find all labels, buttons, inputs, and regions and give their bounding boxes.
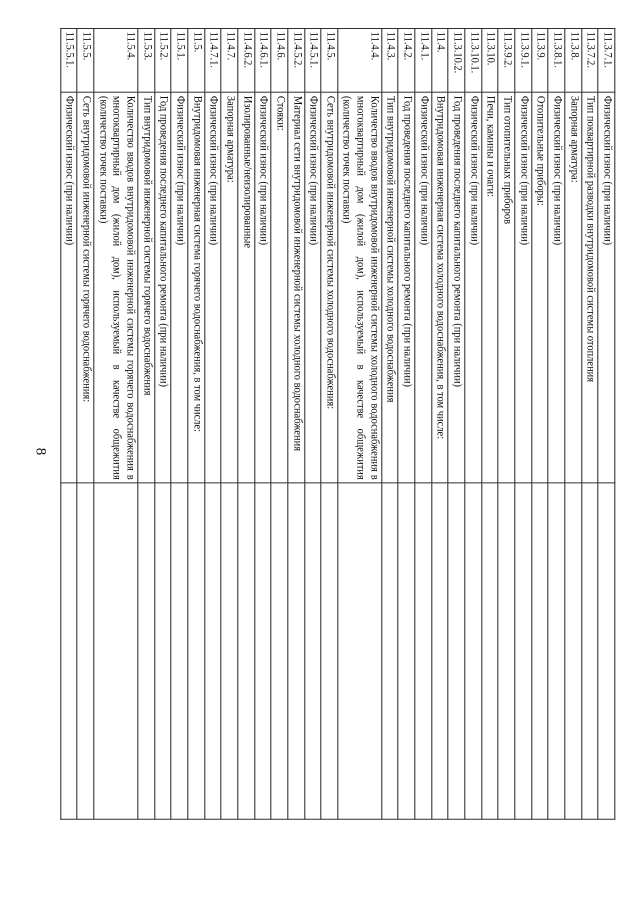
row-number: 11.3.7.1.: [598, 28, 615, 92]
table-row: [94, 28, 138, 819]
table-row: [338, 28, 382, 819]
table-row: [254, 28, 271, 819]
row-description: Год проведения последнего капитального ремонта (при наличии): [398, 93, 415, 483]
row-number: 11.5.5.: [77, 28, 94, 92]
row-number: 11.3.10.: [482, 28, 499, 92]
row-value-cell: [482, 483, 499, 819]
row-description: Физический износ (при наличии): [61, 93, 78, 483]
row-description: Физический износ (при наличии): [465, 93, 482, 483]
page-number: 8: [32, 447, 49, 456]
row-value-cell: [94, 483, 138, 819]
row-number: 11.4.5.2.: [288, 28, 305, 92]
table-row: [221, 28, 238, 819]
row-description: Тип внутридомовой инженерной системы горячего водоснабжения: [138, 93, 155, 483]
table-row: [288, 28, 305, 819]
row-description: Физический износ (при наличии): [304, 93, 321, 483]
row-description: Внутридомовая инженерная система холодного водоснабжения, в том числе:: [432, 93, 449, 483]
row-value-cell: [288, 483, 305, 819]
table-row: [304, 28, 321, 819]
row-value-cell: [398, 483, 415, 819]
row-description: Тип поквартирной разводки внутридомовой системы отопления: [582, 93, 599, 483]
row-number: 11.3.7.2.: [582, 28, 599, 92]
table-row: [238, 28, 255, 819]
row-description: Сеть внутридомовой инженерной системы горячего водоснабжения:: [77, 93, 94, 483]
row-number: 11.5.2.: [154, 28, 171, 92]
row-number: 11.5.: [188, 28, 205, 92]
document-table-wrapper: [60, 28, 640, 548]
table-row: [171, 28, 188, 819]
row-value-cell: [432, 483, 449, 819]
table-row: [598, 28, 615, 819]
row-value-cell: [598, 483, 615, 819]
row-description: Тип внутридомовой инженерной системы холодного водоснабжения: [382, 93, 399, 483]
row-number: 11.4.7.: [221, 28, 238, 92]
table-row: [204, 28, 221, 819]
table-row: [465, 28, 482, 819]
row-description: Стояки:: [271, 93, 288, 483]
row-number: 11.4.5.1.: [304, 28, 321, 92]
table-row: [61, 28, 78, 819]
table-row: [532, 28, 549, 819]
row-number: 11.4.: [432, 28, 449, 92]
row-value-cell: [61, 483, 78, 819]
row-value-cell: [498, 483, 515, 819]
row-value-cell: [321, 483, 338, 819]
row-number: 11.5.3.: [138, 28, 155, 92]
row-value-cell: [338, 483, 382, 819]
row-value-cell: [548, 483, 565, 819]
row-description: Количество вводов внутридомовой инженерной системы горячего водоснабжения в многоквартирный дом (жилой дом), используемый в качестве общежития (количество точек поставки): [94, 93, 138, 483]
row-number: 11.3.10.2.: [448, 28, 465, 92]
row-description: Печи, камины и очаги:: [482, 93, 499, 483]
characteristics-table: [60, 28, 615, 820]
row-value-cell: [171, 483, 188, 819]
row-number: 11.4.6.2.: [238, 28, 255, 92]
table-row: [271, 28, 288, 819]
row-number: 11.3.9.2.: [498, 28, 515, 92]
row-description: Количество вводов внутридомовой инженерной системы холодного водоснабжения в многоквартирный дом (жилой дом), используемый в качестве общежития (количество точек поставки): [338, 93, 382, 483]
row-description: Физический износ (при наличии): [171, 93, 188, 483]
row-description: Физический износ (при наличии): [415, 93, 432, 483]
row-value-cell: [204, 483, 221, 819]
table-row: [382, 28, 399, 819]
table-row: [138, 28, 155, 819]
table-row: [498, 28, 515, 819]
row-description: Тип отопительных приборов: [498, 93, 515, 483]
row-value-cell: [415, 483, 432, 819]
row-value-cell: [304, 483, 321, 819]
row-description: Год проведения последнего капитального ремонта (при наличии): [154, 93, 171, 483]
row-description: Материал сети внутридомовой инженерной системы холодного водоснабжения: [288, 93, 305, 483]
table-row: [482, 28, 499, 819]
row-value-cell: [254, 483, 271, 819]
row-number: 11.3.10.1.: [465, 28, 482, 92]
table-row: [515, 28, 532, 819]
row-number: 11.5.1.: [171, 28, 188, 92]
row-description: Физический износ (при наличии): [548, 93, 565, 483]
table-row: [548, 28, 565, 819]
row-description: Физический износ (при наличии): [515, 93, 532, 483]
row-value-cell: [188, 483, 205, 819]
row-value-cell: [138, 483, 155, 819]
row-number: 11.4.1.: [415, 28, 432, 92]
row-number: 11.5.4.: [94, 28, 138, 92]
table-row: [582, 28, 599, 819]
row-description: Физический износ (при наличии): [254, 93, 271, 483]
row-description: Изолированные/неизолированные: [238, 93, 255, 483]
row-value-cell: [77, 483, 94, 819]
row-number: 11.4.6.1.: [254, 28, 271, 92]
row-number: 11.3.9.: [532, 28, 549, 92]
row-value-cell: [532, 483, 549, 819]
table-row: [432, 28, 449, 819]
row-number: 11.4.5.: [321, 28, 338, 92]
row-number: 11.4.7.1.: [204, 28, 221, 92]
row-number: 11.5.5.1.: [61, 28, 78, 92]
row-value-cell: [582, 483, 599, 819]
row-description: Физический износ (при наличии): [204, 93, 221, 483]
row-description: Сеть внутридомовой инженерной системы холодного водоснабжения:: [321, 93, 338, 483]
table-row: [415, 28, 432, 819]
row-description: Запорная арматура:: [565, 93, 582, 483]
row-value-cell: [565, 483, 582, 819]
row-value-cell: [465, 483, 482, 819]
row-value-cell: [221, 483, 238, 819]
table-row: [154, 28, 171, 819]
table-row: [188, 28, 205, 819]
row-value-cell: [238, 483, 255, 819]
row-number: 11.3.9.1.: [515, 28, 532, 92]
row-description: Год проведения последнего капитального ремонта (при наличии): [448, 93, 465, 483]
row-value-cell: [515, 483, 532, 819]
row-value-cell: [448, 483, 465, 819]
table-row: [398, 28, 415, 819]
row-description: Физический износ (при наличии): [598, 93, 615, 483]
row-description: Отопительные приборы:: [532, 93, 549, 483]
row-number: 11.4.6.: [271, 28, 288, 92]
row-number: 11.4.4.: [338, 28, 382, 92]
table-row: [77, 28, 94, 819]
row-value-cell: [271, 483, 288, 819]
row-value-cell: [154, 483, 171, 819]
table-row: [565, 28, 582, 819]
row-value-cell: [382, 483, 399, 819]
row-number: 11.4.3.: [382, 28, 399, 92]
row-description: Запорная арматура:: [221, 93, 238, 483]
row-description: Внутридомовая инженерная система горячего водоснабжения, в том числе:: [188, 93, 205, 483]
row-number: 11.3.8.1.: [548, 28, 565, 92]
row-number: 11.4.2.: [398, 28, 415, 92]
row-number: 11.3.8.: [565, 28, 582, 92]
table-row: [321, 28, 338, 819]
table-row: [448, 28, 465, 819]
